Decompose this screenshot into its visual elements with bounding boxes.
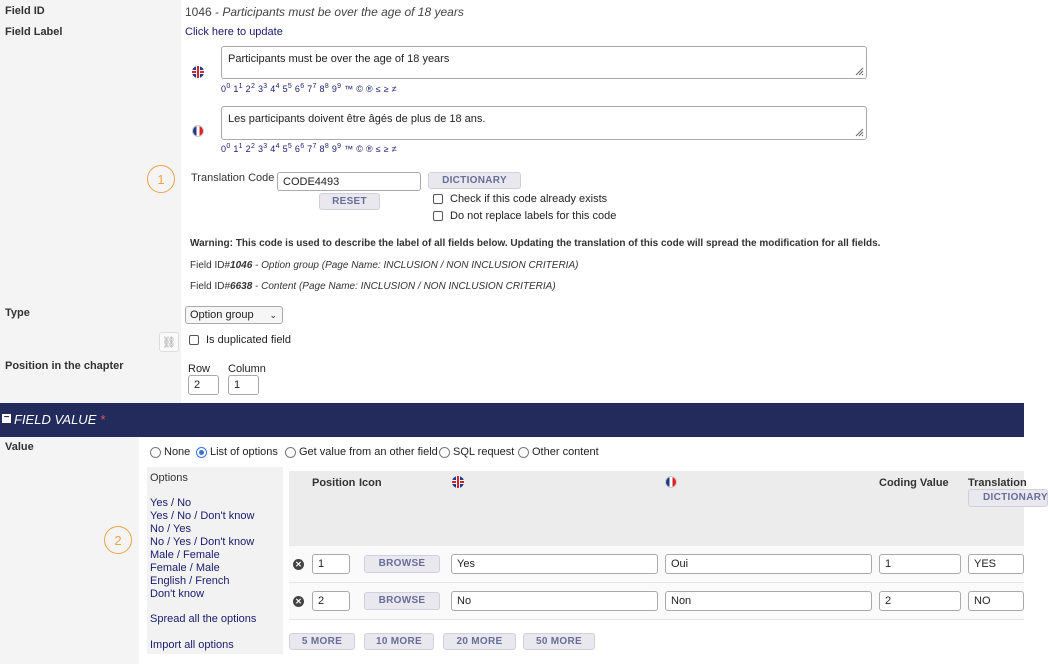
remove-row-icon[interactable]: ✕ [293,559,304,570]
translation-code-cell-input[interactable] [968,554,1024,574]
translation-column-header: Translation [968,477,1027,489]
value-mode-label: SQL request [453,446,515,458]
english-flag-icon [452,476,464,488]
coding-value-input[interactable] [879,554,961,574]
field-ref-2 [190,281,556,292]
value-mode-radio[interactable] [285,447,296,458]
option-preset-link[interactable]: Male / Female [150,549,220,561]
type-select-value: Option group [190,309,254,321]
icon-column-header: Icon [359,477,382,489]
column-label: Column [228,363,266,375]
section-title-text: FIELD VALUE [14,412,97,427]
coding-value-column-header: Coding Value [879,477,949,489]
table-dictionary-button[interactable]: DICTIONARY [968,489,1048,507]
value-mode-radio[interactable] [518,447,529,458]
special-characters-fr[interactable]: $0^0$ $1^1$ $2^2$ $3^3$ $4^4$ $5^5$ $6^6$ $7^7$ $8^8$ $9^9$ ™ © ® ≤ ≥ ≠ [221,143,398,154]
value-mode-label: Other content [532,446,599,458]
check-code-exists-label: Check if this code already exists [450,193,608,205]
browse-icon-button[interactable]: BROWSE [364,555,440,573]
annotation-marker-2: 2 [104,526,132,554]
add-more-rows-button[interactable]: 10 MORE [364,633,434,650]
value-mode-label: Get value from an other field [299,446,438,458]
field-ref-detail: - Option group (Page Name: INCLUSION / NON INCLUSION CRITERIA) [252,260,579,271]
column-input[interactable] [228,375,259,395]
position-label: Position in the chapter [5,360,124,372]
row-input[interactable] [188,375,219,395]
spread-options-link[interactable]: Spread all the options [150,613,257,625]
type-select[interactable] [185,306,283,324]
option-preset-link[interactable]: English / French [150,575,230,587]
value-mode-radio[interactable] [439,447,450,458]
resize-grip-icon[interactable] [855,67,863,75]
value-mode-label: None [164,446,191,458]
check-code-exists-checkbox[interactable] [433,194,443,204]
type-label: Type [5,307,30,319]
translation-code-input[interactable] [277,172,421,191]
field-id-number: 1046 - [185,5,223,19]
field-ref-prefix: Field ID# [190,281,231,292]
option-french-input[interactable] [665,591,872,611]
warning-text: Warning: This code is used to describe the label of all fields below. Updating the translation of this code will spread the modification for all fields. [190,238,881,249]
option-preset-link[interactable]: Yes / No [150,497,192,509]
browse-icon-button[interactable]: BROWSE [364,592,440,610]
reset-button[interactable]: RESET [319,193,380,210]
value-mode-label: List of options [210,446,278,458]
field-id-title: Participants must be over the age of 18 years [222,5,464,19]
value-label: Value [5,441,34,453]
field-ref-1 [190,260,578,271]
french-flag-icon [192,125,204,137]
option-english-input[interactable] [451,554,658,574]
section-title [14,412,105,427]
field-id-value [185,5,464,19]
chevron-down-icon: ⌄ [269,310,277,320]
remove-row-icon[interactable]: ✕ [293,596,304,607]
value-mode-radio[interactable] [196,447,207,458]
option-preset-link[interactable]: Female / Male [150,562,220,574]
field-label-label: Field Label [5,26,63,38]
field-ref-detail: - Content (Page Name: INCLUSION / NON INCLUSION CRITERIA) [252,281,556,292]
translation-code-label: Translation Code [191,172,275,184]
label-french-textarea[interactable] [221,106,867,140]
value-mode-radio[interactable] [150,447,161,458]
do-not-replace-checkbox[interactable] [433,211,443,221]
add-more-rows-button[interactable]: 20 MORE [443,633,516,650]
import-options-link[interactable]: Import all options [150,639,234,651]
left-label-column [0,0,181,403]
coding-value-input[interactable] [879,591,961,611]
field-ref-id: 6638 [230,281,253,292]
label-english-textarea[interactable] [221,46,867,79]
english-flag-icon [192,66,204,78]
required-asterisk: * [100,412,106,427]
field-value-section-header[interactable] [0,403,1024,437]
option-preset-link[interactable]: Don't know [150,588,205,600]
special-characters-en[interactable]: $0^0$ $1^1$ $2^2$ $3^3$ $4^4$ $5^5$ $6^6$ $7^7$ $8^8$ $9^9$ ™ © ® ≤ ≥ ≠ [221,83,398,94]
click-here-to-update-link[interactable]: Click here to update [185,26,283,38]
duplicated-field-checkbox[interactable] [189,335,199,345]
do-not-replace-label: Do not replace labels for this code [450,210,617,222]
french-flag-icon [665,476,677,488]
option-preset-link[interactable]: No / Yes [150,523,191,535]
translation-code-cell-input[interactable] [968,591,1024,611]
options-title: Options [150,472,188,484]
option-french-input[interactable] [665,554,872,574]
option-preset-link[interactable]: Yes / No / Don't know [150,510,255,522]
field-id-label: Field ID [5,5,45,17]
collapse-icon[interactable]: − [3,412,10,423]
resize-grip-icon[interactable] [855,128,863,136]
position-column-header: Position [312,477,356,489]
row-label: Row [188,363,211,375]
add-more-rows-button[interactable]: 50 MORE [523,633,595,650]
duplicated-field-label: Is duplicated field [206,334,291,346]
field-ref-prefix: Field ID# [190,260,231,271]
dictionary-button[interactable]: DICTIONARY [428,172,521,189]
add-more-rows-button[interactable]: 5 MORE [289,633,355,650]
field-ref-id: 1046 [230,260,253,271]
annotation-marker-1: 1 [147,165,175,193]
link-chain-icon[interactable]: ⛓ [159,332,179,352]
option-preset-link[interactable]: No / Yes / Don't know [150,536,255,548]
option-english-input[interactable] [451,591,658,611]
row-position-input[interactable] [312,591,350,611]
row-position-input[interactable] [312,554,350,574]
